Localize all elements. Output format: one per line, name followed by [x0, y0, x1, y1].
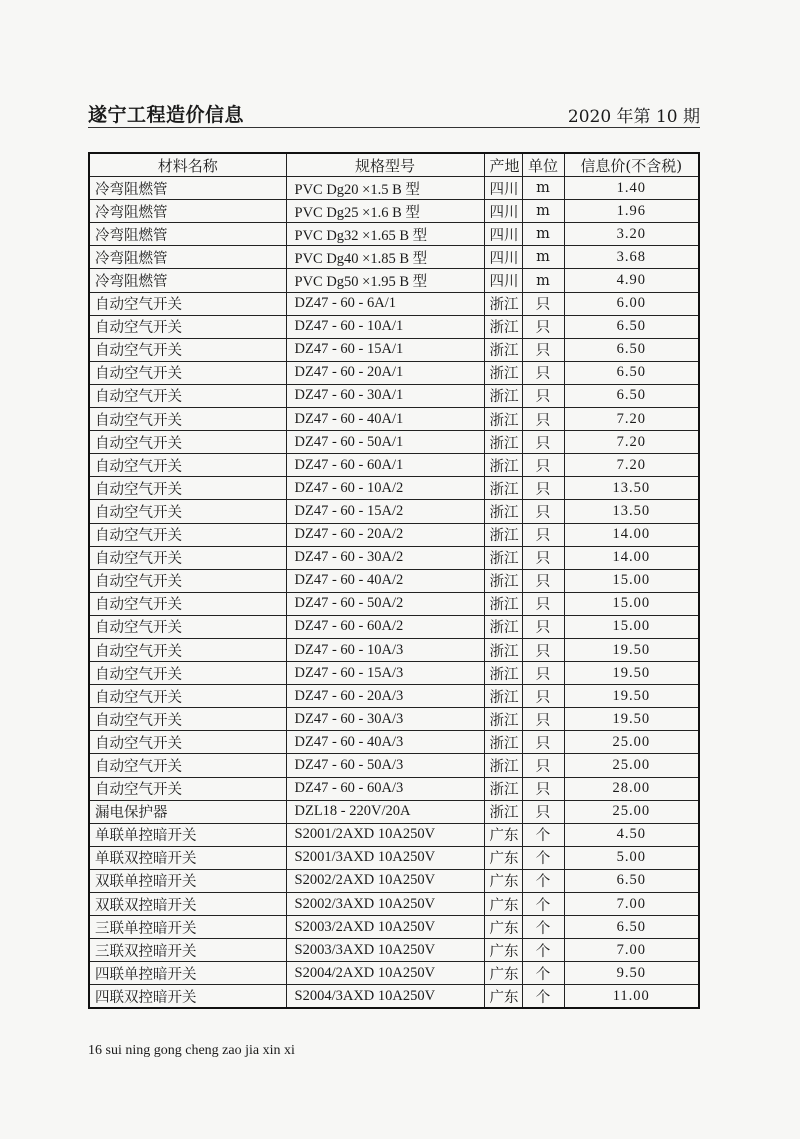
spec-cell: PVC Dg20 ×1.5 B 型: [286, 177, 484, 200]
material-name-cell: 三联双控暗开关: [89, 939, 286, 962]
price-cell: 28.00: [564, 777, 699, 800]
material-name-cell: 三联单控暗开关: [89, 916, 286, 939]
origin-cell: 广东: [484, 962, 522, 985]
unit-cell: m: [522, 200, 564, 223]
table-row: [89, 916, 699, 939]
column-header-spec: 规格型号: [286, 153, 484, 177]
table-row: [89, 246, 699, 269]
price-cell: 6.50: [564, 315, 699, 338]
material-name-cell: 自动空气开关: [89, 523, 286, 546]
material-name-cell: 自动空气开关: [89, 384, 286, 407]
unit-cell: 只: [522, 454, 564, 477]
material-name-cell: 自动空气开关: [89, 454, 286, 477]
unit-cell: 只: [522, 408, 564, 431]
spec-cell: DZ47 - 60 - 10A/2: [286, 477, 484, 500]
spec-cell: DZ47 - 60 - 15A/3: [286, 662, 484, 685]
unit-cell: 只: [522, 384, 564, 407]
unit-cell: 个: [522, 869, 564, 892]
price-cell: 14.00: [564, 546, 699, 569]
table-row: [89, 546, 699, 569]
price-cell: 15.00: [564, 592, 699, 615]
price-cell: 6.50: [564, 361, 699, 384]
unit-cell: 个: [522, 962, 564, 985]
material-name-cell: 单联双控暗开关: [89, 846, 286, 869]
table-row: [89, 869, 699, 892]
column-header-price: 信息价(不含税): [564, 153, 699, 177]
origin-cell: 浙江: [484, 338, 522, 361]
unit-cell: 只: [522, 292, 564, 315]
material-name-cell: 自动空气开关: [89, 361, 286, 384]
origin-cell: 四川: [484, 223, 522, 246]
price-cell: 1.96: [564, 200, 699, 223]
column-header-unit: 单位: [522, 153, 564, 177]
price-cell: 25.00: [564, 800, 699, 823]
table-header-row: [89, 153, 699, 177]
column-header-origin: 产地: [484, 153, 522, 177]
origin-cell: 浙江: [484, 315, 522, 338]
price-cell: 7.20: [564, 431, 699, 454]
price-cell: 7.00: [564, 893, 699, 916]
origin-cell: 浙江: [484, 431, 522, 454]
material-name-cell: 冷弯阻燃管: [89, 223, 286, 246]
spec-cell: DZ47 - 60 - 20A/3: [286, 685, 484, 708]
table-row: [89, 384, 699, 407]
spec-cell: DZ47 - 60 - 60A/1: [286, 454, 484, 477]
table-row: [89, 685, 699, 708]
material-name-cell: 自动空气开关: [89, 315, 286, 338]
price-cell: 19.50: [564, 708, 699, 731]
origin-cell: 浙江: [484, 592, 522, 615]
price-cell: 15.00: [564, 615, 699, 638]
spec-cell: S2002/3AXD 10A250V: [286, 893, 484, 916]
material-name-cell: 自动空气开关: [89, 477, 286, 500]
unit-cell: 只: [522, 592, 564, 615]
origin-cell: 广东: [484, 846, 522, 869]
table-row: [89, 615, 699, 638]
material-name-cell: 自动空气开关: [89, 708, 286, 731]
material-name-cell: 自动空气开关: [89, 615, 286, 638]
table-row: [89, 823, 699, 846]
spec-cell: PVC Dg25 ×1.6 B 型: [286, 200, 484, 223]
unit-cell: 个: [522, 893, 564, 916]
price-cell: 13.50: [564, 477, 699, 500]
price-cell: 6.50: [564, 384, 699, 407]
unit-cell: m: [522, 246, 564, 269]
material-name-cell: 漏电保护器: [89, 800, 286, 823]
unit-cell: 只: [522, 685, 564, 708]
price-cell: 14.00: [564, 523, 699, 546]
table-row: [89, 569, 699, 592]
material-name-cell: 自动空气开关: [89, 408, 286, 431]
price-cell: 3.68: [564, 246, 699, 269]
spec-cell: DZ47 - 60 - 30A/1: [286, 384, 484, 407]
table-row: [89, 315, 699, 338]
unit-cell: 只: [522, 361, 564, 384]
unit-cell: m: [522, 177, 564, 200]
table-row: [89, 638, 699, 661]
unit-cell: 只: [522, 662, 564, 685]
price-cell: 6.00: [564, 292, 699, 315]
material-name-cell: 单联单控暗开关: [89, 823, 286, 846]
unit-cell: m: [522, 269, 564, 292]
table-row: [89, 177, 699, 200]
price-cell: 11.00: [564, 985, 699, 1009]
spec-cell: DZ47 - 60 - 50A/3: [286, 754, 484, 777]
table-row: [89, 223, 699, 246]
origin-cell: 浙江: [484, 292, 522, 315]
spec-cell: PVC Dg40 ×1.85 B 型: [286, 246, 484, 269]
price-cell: 6.50: [564, 338, 699, 361]
unit-cell: 只: [522, 569, 564, 592]
origin-cell: 广东: [484, 869, 522, 892]
price-cell: 19.50: [564, 638, 699, 661]
origin-cell: 广东: [484, 985, 522, 1009]
price-cell: 6.50: [564, 869, 699, 892]
unit-cell: 只: [522, 546, 564, 569]
spec-cell: PVC Dg50 ×1.95 B 型: [286, 269, 484, 292]
unit-cell: 只: [522, 731, 564, 754]
table-row: [89, 662, 699, 685]
table-row: [89, 500, 699, 523]
table-row: [89, 200, 699, 223]
unit-cell: 只: [522, 477, 564, 500]
unit-cell: 只: [522, 638, 564, 661]
spec-cell: DZ47 - 60 - 50A/1: [286, 431, 484, 454]
spec-cell: DZ47 - 60 - 20A/2: [286, 523, 484, 546]
material-name-cell: 自动空气开关: [89, 292, 286, 315]
origin-cell: 浙江: [484, 777, 522, 800]
spec-cell: DZ47 - 60 - 30A/2: [286, 546, 484, 569]
material-name-cell: 冷弯阻燃管: [89, 177, 286, 200]
origin-cell: 浙江: [484, 361, 522, 384]
spec-cell: S2002/2AXD 10A250V: [286, 869, 484, 892]
material-name-cell: 双联单控暗开关: [89, 869, 286, 892]
unit-cell: m: [522, 223, 564, 246]
origin-cell: 浙江: [484, 500, 522, 523]
unit-cell: 只: [522, 338, 564, 361]
table-row: [89, 338, 699, 361]
material-name-cell: 自动空气开关: [89, 431, 286, 454]
price-cell: 9.50: [564, 962, 699, 985]
material-name-cell: 冷弯阻燃管: [89, 200, 286, 223]
table-row: [89, 408, 699, 431]
issue-label: 2020 年第 10 期: [567, 107, 700, 127]
origin-cell: 浙江: [484, 662, 522, 685]
origin-cell: 广东: [484, 893, 522, 916]
unit-cell: 只: [522, 500, 564, 523]
origin-cell: 浙江: [484, 477, 522, 500]
origin-cell: 广东: [484, 916, 522, 939]
page-footer: 16 sui ning gong cheng zao jia xin xi: [88, 1043, 295, 1058]
table-row: [89, 361, 699, 384]
spec-cell: DZ47 - 60 - 15A/2: [286, 500, 484, 523]
publication-title: 遂宁工程造价信息: [88, 104, 245, 126]
spec-cell: S2001/3AXD 10A250V: [286, 846, 484, 869]
price-cell: 5.00: [564, 846, 699, 869]
origin-cell: 四川: [484, 200, 522, 223]
table-row: [89, 731, 699, 754]
price-cell: 25.00: [564, 754, 699, 777]
unit-cell: 个: [522, 823, 564, 846]
material-name-cell: 自动空气开关: [89, 546, 286, 569]
spec-cell: DZ47 - 60 - 40A/1: [286, 408, 484, 431]
price-cell: 19.50: [564, 662, 699, 685]
unit-cell: 只: [522, 800, 564, 823]
price-cell: 4.90: [564, 269, 699, 292]
spec-cell: PVC Dg32 ×1.65 B 型: [286, 223, 484, 246]
origin-cell: 浙江: [484, 523, 522, 546]
table-row: [89, 454, 699, 477]
table-row: [89, 754, 699, 777]
table-row: [89, 708, 699, 731]
spec-cell: S2003/3AXD 10A250V: [286, 939, 484, 962]
price-cell: 19.50: [564, 685, 699, 708]
table-row: [89, 592, 699, 615]
unit-cell: 只: [522, 615, 564, 638]
price-cell: 25.00: [564, 731, 699, 754]
price-cell: 4.50: [564, 823, 699, 846]
material-name-cell: 自动空气开关: [89, 777, 286, 800]
spec-cell: DZ47 - 60 - 50A/2: [286, 592, 484, 615]
unit-cell: 个: [522, 846, 564, 869]
spec-cell: S2001/2AXD 10A250V: [286, 823, 484, 846]
spec-cell: DZ47 - 60 - 10A/3: [286, 638, 484, 661]
price-cell: 15.00: [564, 569, 699, 592]
origin-cell: 浙江: [484, 384, 522, 407]
material-name-cell: 自动空气开关: [89, 569, 286, 592]
material-name-cell: 自动空气开关: [89, 662, 286, 685]
spec-cell: DZ47 - 60 - 15A/1: [286, 338, 484, 361]
table-row: [89, 962, 699, 985]
material-name-cell: 自动空气开关: [89, 638, 286, 661]
material-name-cell: 四联双控暗开关: [89, 985, 286, 1009]
header-rule: [88, 127, 700, 128]
origin-cell: 浙江: [484, 569, 522, 592]
price-cell: 1.40: [564, 177, 699, 200]
material-name-cell: 自动空气开关: [89, 754, 286, 777]
table-row: [89, 939, 699, 962]
origin-cell: 广东: [484, 939, 522, 962]
table-row: [89, 985, 699, 1009]
spec-cell: DZ47 - 60 - 60A/2: [286, 615, 484, 638]
unit-cell: 只: [522, 754, 564, 777]
origin-cell: 浙江: [484, 638, 522, 661]
table-row: [89, 292, 699, 315]
origin-cell: 浙江: [484, 408, 522, 431]
origin-cell: 浙江: [484, 546, 522, 569]
spec-cell: DZ47 - 60 - 30A/3: [286, 708, 484, 731]
spec-cell: S2003/2AXD 10A250V: [286, 916, 484, 939]
table-row: [89, 431, 699, 454]
origin-cell: 浙江: [484, 731, 522, 754]
table-row: [89, 893, 699, 916]
unit-cell: 只: [522, 777, 564, 800]
table-row: [89, 846, 699, 869]
origin-cell: 广东: [484, 823, 522, 846]
material-name-cell: 自动空气开关: [89, 500, 286, 523]
spec-cell: S2004/3AXD 10A250V: [286, 985, 484, 1009]
spec-cell: DZ47 - 60 - 40A/3: [286, 731, 484, 754]
price-cell: 13.50: [564, 500, 699, 523]
origin-cell: 四川: [484, 269, 522, 292]
material-name-cell: 自动空气开关: [89, 592, 286, 615]
table-row: [89, 800, 699, 823]
price-cell: 6.50: [564, 916, 699, 939]
unit-cell: 只: [522, 315, 564, 338]
table-row: [89, 523, 699, 546]
table-row: [89, 477, 699, 500]
origin-cell: 四川: [484, 246, 522, 269]
origin-cell: 四川: [484, 177, 522, 200]
price-cell: 7.20: [564, 408, 699, 431]
unit-cell: 只: [522, 523, 564, 546]
column-header-name: 材料名称: [89, 153, 286, 177]
unit-cell: 个: [522, 939, 564, 962]
material-name-cell: 自动空气开关: [89, 685, 286, 708]
unit-cell: 个: [522, 985, 564, 1009]
spec-cell: DZ47 - 60 - 6A/1: [286, 292, 484, 315]
origin-cell: 浙江: [484, 800, 522, 823]
price-cell: 3.20: [564, 223, 699, 246]
origin-cell: 浙江: [484, 708, 522, 731]
spec-cell: DZ47 - 60 - 40A/2: [286, 569, 484, 592]
origin-cell: 浙江: [484, 454, 522, 477]
material-name-cell: 四联单控暗开关: [89, 962, 286, 985]
spec-cell: DZ47 - 60 - 60A/3: [286, 777, 484, 800]
table-row: [89, 777, 699, 800]
table-row: [89, 269, 699, 292]
material-name-cell: 自动空气开关: [89, 338, 286, 361]
unit-cell: 只: [522, 431, 564, 454]
price-cell: 7.00: [564, 939, 699, 962]
origin-cell: 浙江: [484, 615, 522, 638]
unit-cell: 个: [522, 916, 564, 939]
unit-cell: 只: [522, 708, 564, 731]
origin-cell: 浙江: [484, 754, 522, 777]
origin-cell: 浙江: [484, 685, 522, 708]
material-name-cell: 冷弯阻燃管: [89, 246, 286, 269]
spec-cell: DZ47 - 60 - 20A/1: [286, 361, 484, 384]
spec-cell: S2004/2AXD 10A250V: [286, 962, 484, 985]
material-name-cell: 自动空气开关: [89, 731, 286, 754]
material-name-cell: 冷弯阻燃管: [89, 269, 286, 292]
price-cell: 7.20: [564, 454, 699, 477]
price-table: [88, 152, 700, 1009]
spec-cell: DZL18 - 220V/20A: [286, 800, 484, 823]
material-name-cell: 双联双控暗开关: [89, 893, 286, 916]
spec-cell: DZ47 - 60 - 10A/1: [286, 315, 484, 338]
